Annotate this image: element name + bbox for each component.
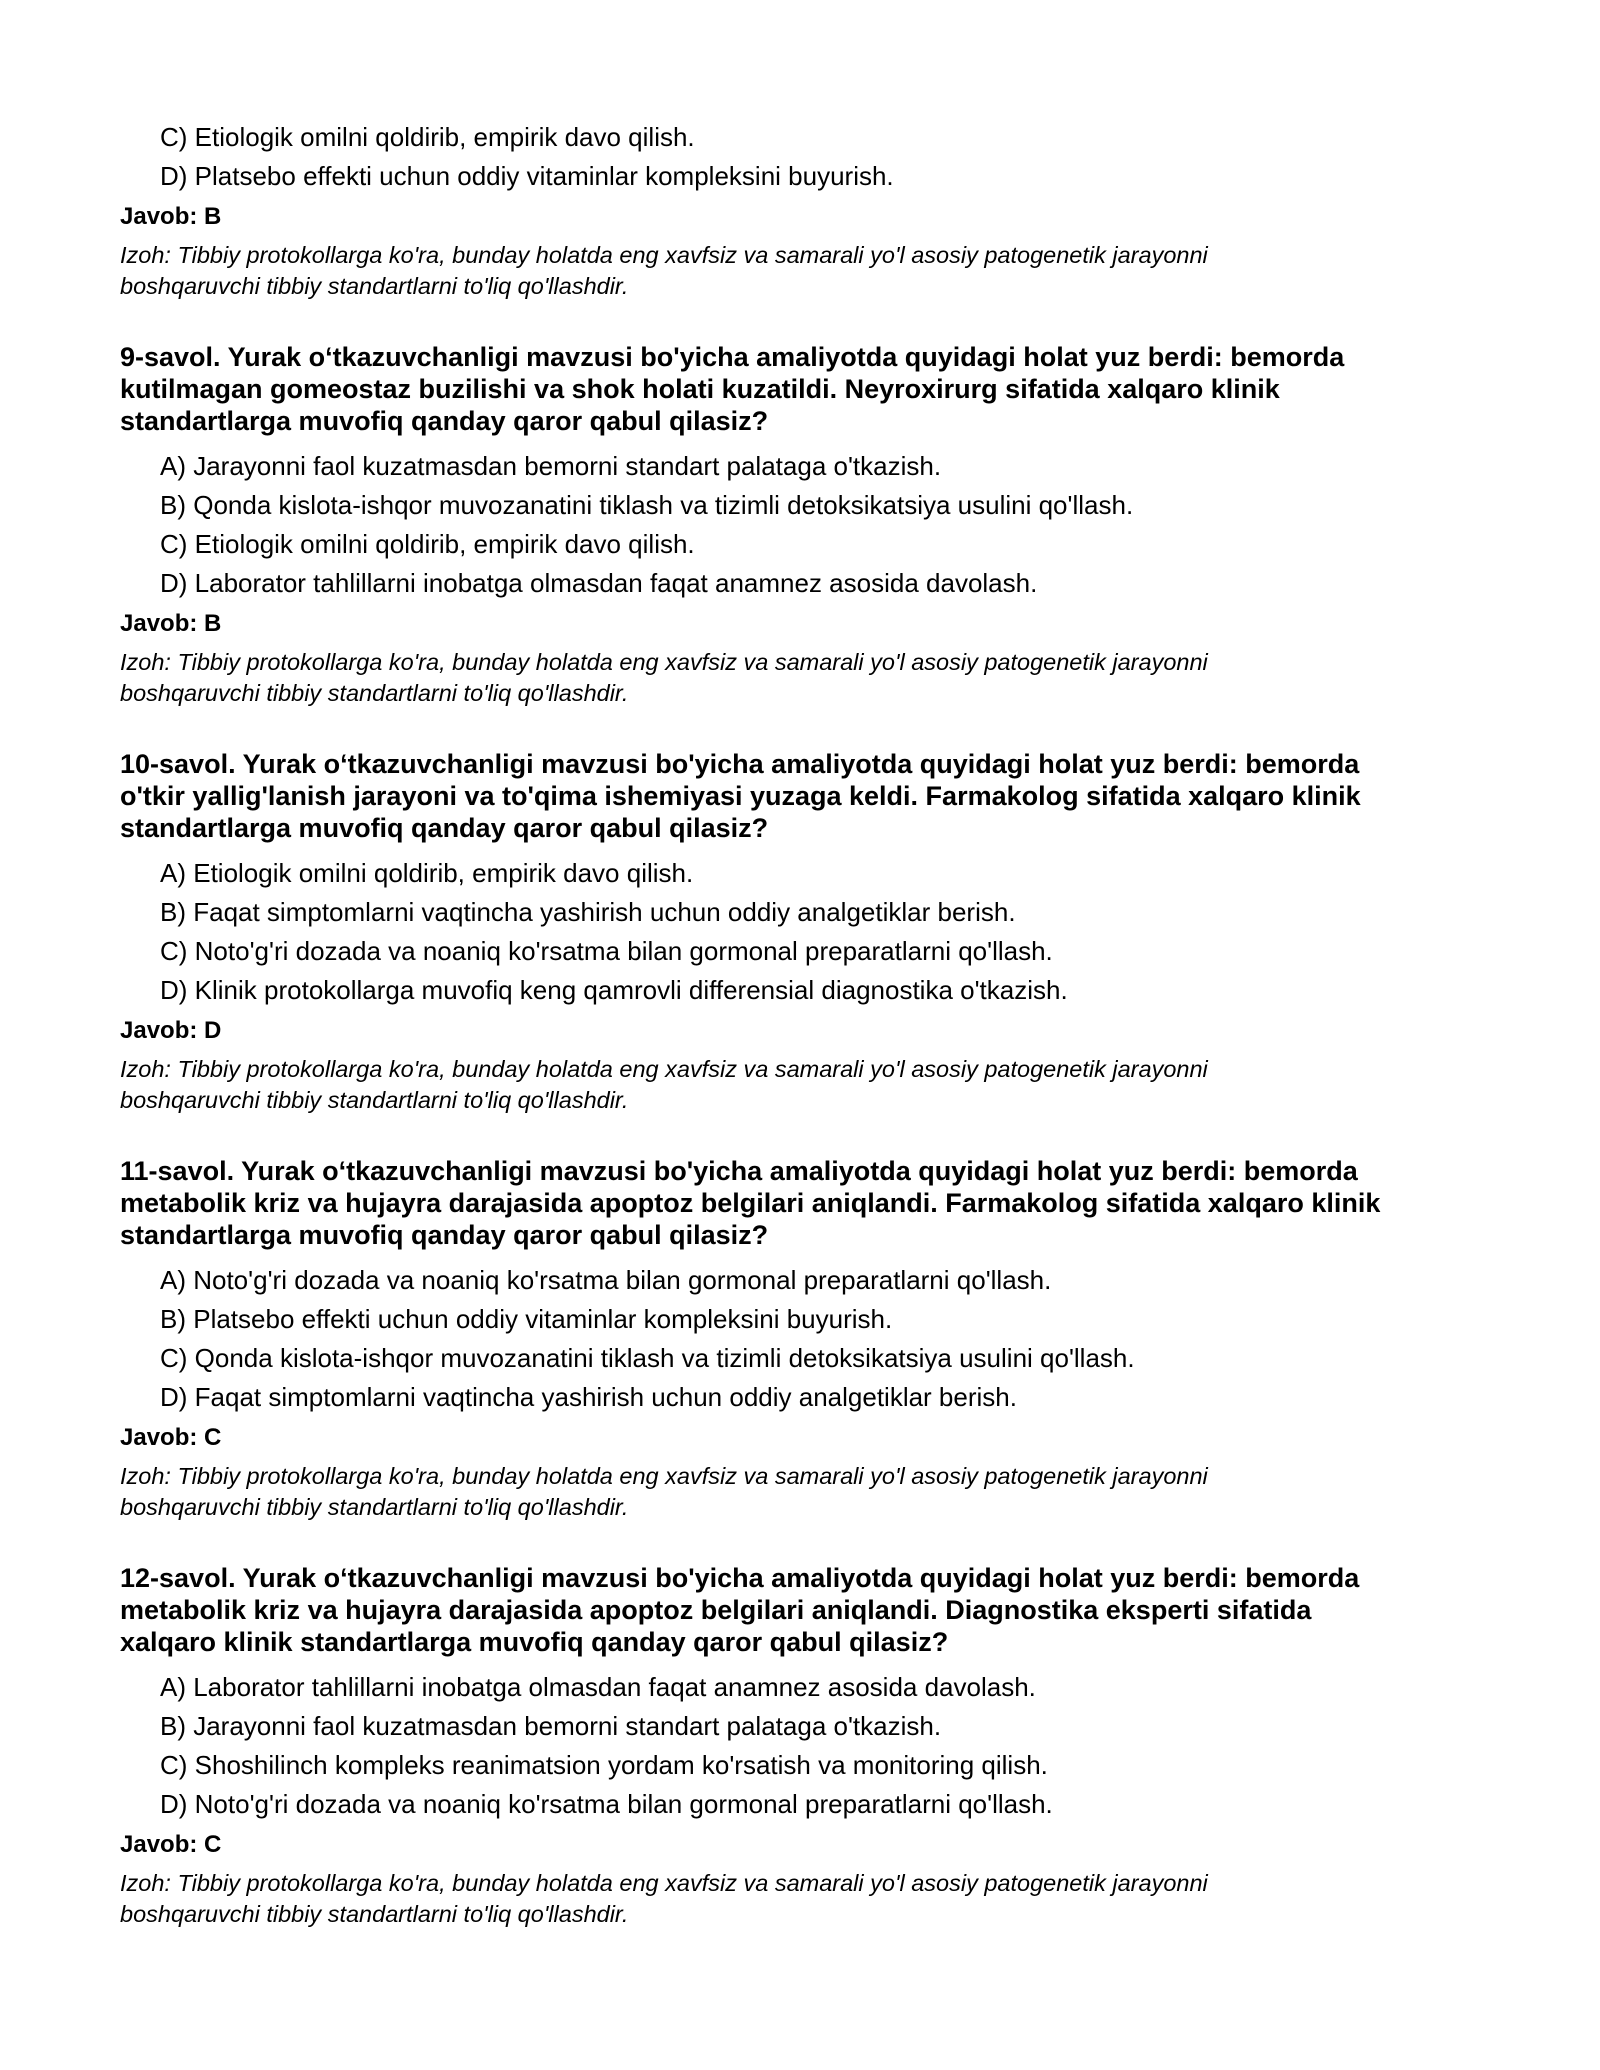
explanation-note (120, 647, 1490, 709)
option-c: C) Noto'g'ri dozada va noaniq ko'rsatma bilan gormonal preparatlarni qo'llash. (160, 936, 1053, 966)
question-title (120, 748, 1490, 844)
question-title-line-1: 12-savol. Yurak o‘tkazuvchanligi mavzusi bo'yicha amaliyotda quyidagi holat yuz berdi: bemorda (120, 1563, 1360, 1593)
question-title-line-3: standartlarga muvofiq qanday qaror qabul qilasiz? (120, 813, 769, 843)
note-line-1: Izoh: Tibbiy protokollarga ko'ra, bunday holatda eng xavfsiz va samarali yo'l asosiy patogenetik jarayonni (120, 1870, 1208, 1896)
option-b: B) Faqat simptomlarni vaqtincha yashirish uchun oddiy analgetiklar berish. (160, 897, 1016, 927)
option-c: C) Qonda kislota-ishqor muvozanatini tiklash va tizimli detoksikatsiya usulini qo'llash. (160, 1343, 1135, 1373)
option-d: D) Klinik protokollarga muvofiq keng qamrovli differensial diagnostika o'tkazish. (160, 975, 1068, 1005)
question-title-line-1: 9-savol. Yurak o‘tkazuvchanligi mavzusi bo'yicha amaliyotda quyidagi holat yuz berdi: bemorda (120, 342, 1345, 372)
note-line-1: Izoh: Tibbiy protokollarga ko'ra, bunday holatda eng xavfsiz va samarali yo'l asosiy patogenetik jarayonni (120, 1056, 1208, 1082)
answer-label: Javob: D (120, 1017, 222, 1044)
question-title-line-1: 10-savol. Yurak o‘tkazuvchanligi mavzusi bo'yicha amaliyotda quyidagi holat yuz berdi: bemorda (120, 749, 1360, 779)
answer-label: Javob: C (120, 1831, 222, 1858)
question-title-line-3: standartlarga muvofiq qanday qaror qabul qilasiz? (120, 1220, 769, 1250)
option-a: A) Etiologik omilni qoldirib, empirik davo qilish. (160, 858, 694, 888)
option-b: B) Qonda kislota-ishqor muvozanatini tiklash va tizimli detoksikatsiya usulini qo'llash. (160, 490, 1134, 520)
option-d: D) Laborator tahlillarni inobatga olmasdan faqat anamnez asosida davolash. (160, 568, 1038, 598)
option-b: B) Platsebo effekti uchun oddiy vitaminlar kompleksini buyurish. (160, 1304, 893, 1334)
question-9 (120, 341, 1490, 709)
question-title-line-2: o'tkir yallig'lanish jarayoni va to'qima ishemiyasi yuzaga keldi. Farmakolog sifatida xalqaro klinik (120, 781, 1361, 811)
option-d: D) Noto'g'ri dozada va noaniq ko'rsatma bilan gormonal preparatlarni qo'llash. (160, 1789, 1053, 1819)
answer-label: Javob: B (120, 610, 222, 637)
note-line-1: Izoh: Tibbiy protokollarga ko'ra, bunday holatda eng xavfsiz va samarali yo'l asosiy patogenetik jarayonni (120, 649, 1208, 675)
question-title-line-2: metabolik kriz va hujayra darajasida apoptoz belgilari aniqlandi. Diagnostika eksperti sifatida (120, 1595, 1312, 1625)
option-a: A) Jarayonni faol kuzatmasdan bemorni standart palataga o'tkazish. (160, 451, 942, 481)
question-title-line-3: xalqaro klinik standartlarga muvofiq qanday qaror qabul qilasiz? (120, 1627, 949, 1657)
explanation-note (120, 1054, 1490, 1116)
question-title-line-1: 11-savol. Yurak o‘tkazuvchanligi mavzusi bo'yicha amaliyotda quyidagi holat yuz berdi: bemorda (120, 1156, 1358, 1186)
question-title (120, 1562, 1490, 1658)
option-c: C) Etiologik omilni qoldirib, empirik davo qilish. (160, 529, 695, 559)
document-page (120, 118, 1490, 1930)
answer-label: Javob: C (120, 1424, 222, 1451)
question-10 (120, 748, 1490, 1116)
question-title-line-2: metabolik kriz va hujayra darajasida apoptoz belgilari aniqlandi. Farmakolog sifatida xalqaro klinik (120, 1188, 1381, 1218)
question-title-line-3: standartlarga muvofiq qanday qaror qabul qilasiz? (120, 406, 769, 436)
question-title (120, 1155, 1490, 1251)
option-b: B) Jarayonni faol kuzatmasdan bemorni standart palataga o'tkazish. (160, 1711, 942, 1741)
question-12 (120, 1562, 1490, 1930)
explanation-note (120, 1461, 1490, 1523)
question-title-line-2: kutilmagan gomeostaz buzilishi va shok holati kuzatildi. Neyroxirurg sifatida xalqaro klinik (120, 374, 1280, 404)
answer-label: Javob: B (120, 203, 222, 230)
note-line-1: Izoh: Tibbiy protokollarga ko'ra, bunday holatda eng xavfsiz va samarali yo'l asosiy patogenetik jarayonni (120, 242, 1208, 268)
note-line-1: Izoh: Tibbiy protokollarga ko'ra, bunday holatda eng xavfsiz va samarali yo'l asosiy patogenetik jarayonni (120, 1463, 1208, 1489)
explanation-note (120, 240, 1490, 302)
note-line-2: boshqaruvchi tibbiy standartlarni to'liq qo'llashdir. (120, 273, 629, 299)
explanation-note (120, 1868, 1490, 1930)
option-d: D) Platsebo effekti uchun oddiy vitaminlar kompleksini buyurish. (160, 161, 894, 191)
option-a: A) Noto'g'ri dozada va noaniq ko'rsatma bilan gormonal preparatlarni qo'llash. (160, 1265, 1052, 1295)
note-line-2: boshqaruvchi tibbiy standartlarni to'liq qo'llashdir. (120, 1087, 629, 1113)
option-a: A) Laborator tahlillarni inobatga olmasdan faqat anamnez asosida davolash. (160, 1672, 1036, 1702)
question-8-continuation (120, 118, 1490, 302)
note-line-2: boshqaruvchi tibbiy standartlarni to'liq qo'llashdir. (120, 1901, 629, 1927)
question-11 (120, 1155, 1490, 1523)
question-title (120, 341, 1490, 437)
note-line-2: boshqaruvchi tibbiy standartlarni to'liq qo'llashdir. (120, 680, 629, 706)
option-d: D) Faqat simptomlarni vaqtincha yashirish uchun oddiy analgetiklar berish. (160, 1382, 1017, 1412)
option-c: C) Etiologik omilni qoldirib, empirik davo qilish. (160, 122, 695, 152)
option-c: C) Shoshilinch kompleks reanimatsion yordam ko'rsatish va monitoring qilish. (160, 1750, 1048, 1780)
note-line-2: boshqaruvchi tibbiy standartlarni to'liq qo'llashdir. (120, 1494, 629, 1520)
